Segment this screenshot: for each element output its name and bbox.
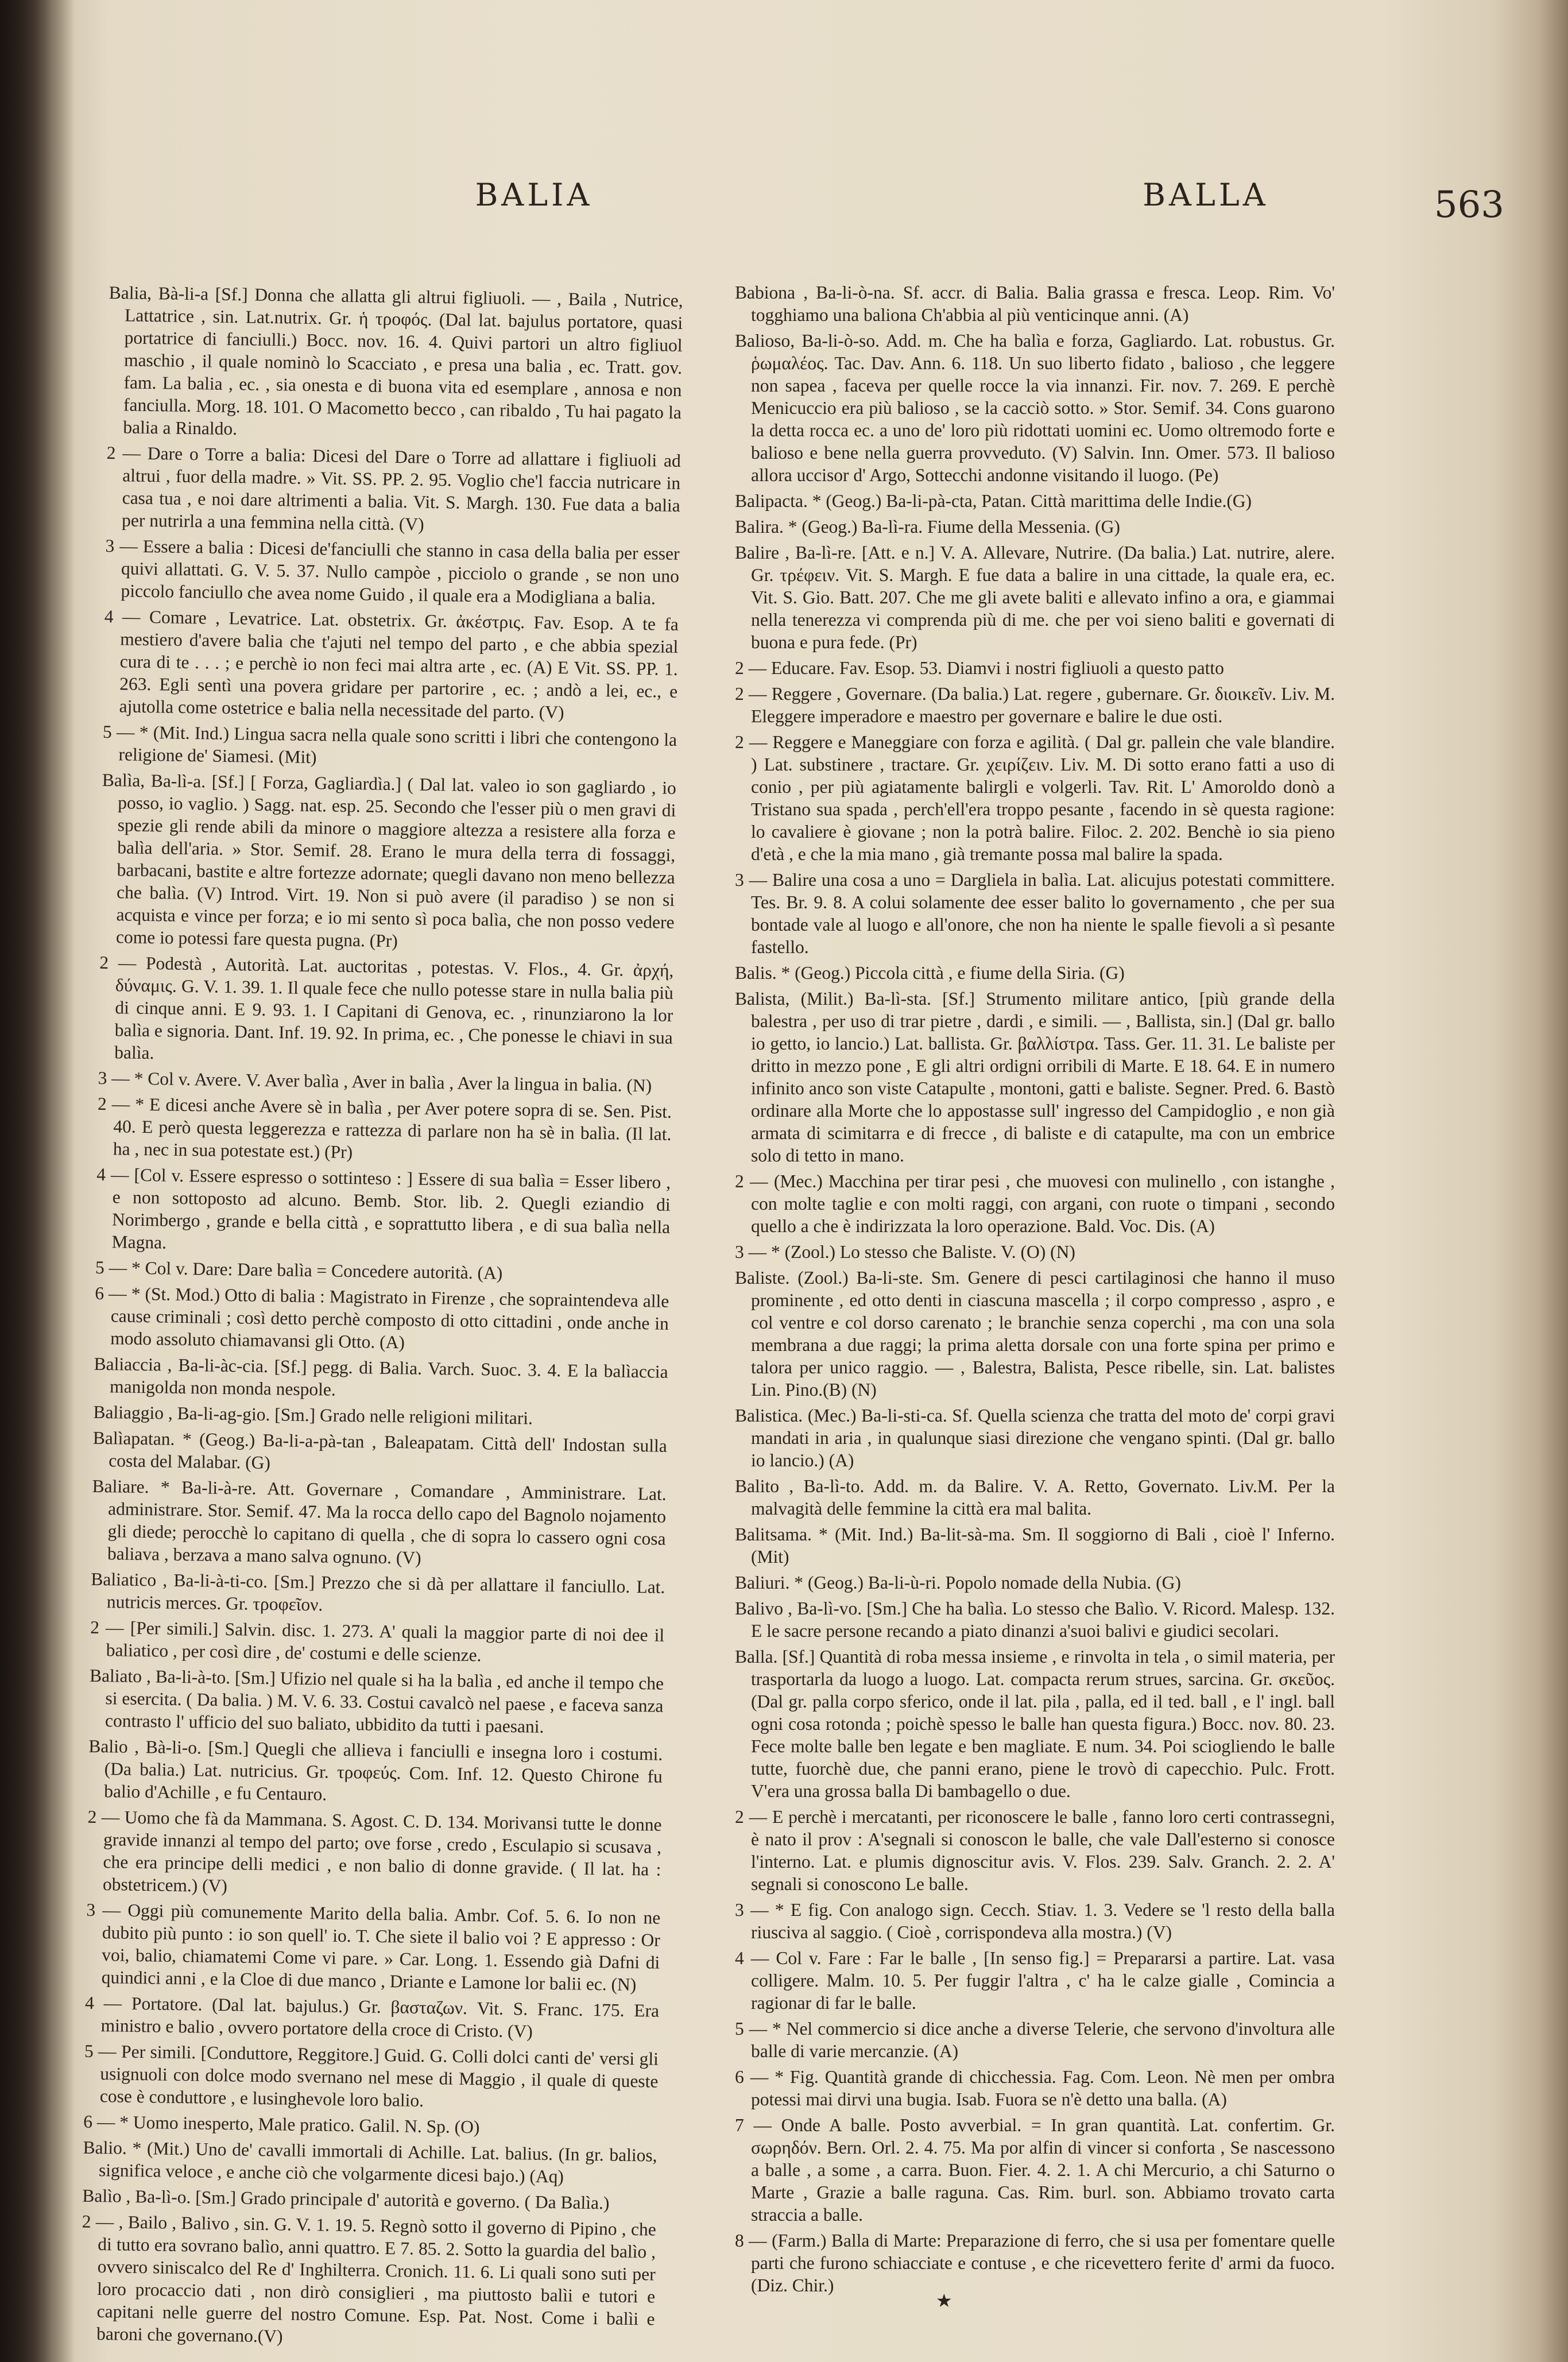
dictionary-entry: 4 — Portatore. (Dal lat. bajulus.) Gr. βασταζων. Vit. S. Franc. 175. Era ministro e balio , ovvero portatore della croce di Cristo. (V)	[84, 1992, 660, 2042]
dictionary-entry: 2 — Uomo che fà da Mammana. S. Agost. C. D. 134. Morivansi tutte le donne gravide innanzi al tempo del parto; ove forse , credo , Esculapio si scusava , che era principe delli medici , e non balio di donne gravide. ( Il lat. ha : obstetricem.) (V)	[87, 1806, 662, 1896]
dictionary-entry: 6 — * Fig. Quantità grande di chicchessia. Fag. Com. Leon. Nè men per ombra potessi mai dirvi una bugia. Isab. Fuora se n'è detto una balla. (A)	[735, 2067, 1335, 2109]
dictionary-entry: 2 — E perchè i mercatanti, per riconoscere le balle , fanno loro certi contrassegni, è nato il prov : A'segnali si conoscon le balle, che vale Dall'esterno si conosce l'interno. Lat. e plumis dignoscitur avis. V. Flos. 239. Salv. Granch. 2. 2. A' segnali si conoscono Le balle.	[735, 1807, 1335, 1894]
dictionary-entry: 2 — [Per simili.] Salvin. disc. 1. 273. A' quali la maggior parte di noi dee il baliatico , per così dire , de' costumi e delle scienze.	[90, 1617, 665, 1666]
dictionary-entry: 4 — [Col v. Essere espresso o sottinteso : ] Essere di sua balìa = Esser libero , e non sottoposto ad alcuno. Bemb. Stor. lib. 2. Quegli eziandio di Norimbergo , grande e bella città , e soprattutto libera , e di sua balìa nella Magna.	[96, 1164, 671, 1253]
dictionary-entry: Baliuri. * (Geog.) Ba-li-ù-ri. Popolo nomade della Nubia. (G)	[735, 1573, 1181, 1593]
dictionary-entry: Balire , Ba-lì-re. [Att. e n.] V. A. Allevare, Nutrire. (Da balia.) Lat. nutrire, alere. Gr. τρέφειν. Vit. S. Margh. E fue data a balire in una cittade, la quale era, ec. Vit. S. Gio. Batt. 207. Che me gli avete baliti e allevato infino a ora, e giammai nella tenerezza vi comprenda più di me. che per voi sieno baliti e governati di buona e pura fede. (Pr)	[735, 543, 1335, 652]
dictionary-entry: Balira. * (Geog.) Ba-lì-ra. Fiume della Messenia. (G)	[735, 517, 1120, 537]
dictionary-entry: 2 — Podestà , Autorità. Lat. auctoritas , potestas. V. Flos., 4. Gr. ἀρχή, δύναμις. G. V. 1. 39. 1. Il quale fece che nullo potesse stare in nulla balia più di cinque anni. E 9. 93. 1. I Capitani di Genova, ec. , rinunziarono la lor balìa e signoria. Dant. Inf. 19. 92. In prima, ec. , Che ponesse le chiavi in sua balìa.	[99, 952, 674, 1063]
dictionary-entry: 2 — Reggere , Governare. (Da balia.) Lat. regere , gubernare. Gr. διοικεῖν. Liv. M. Eleggere imperadore e maestro per governare e balire le due osti.	[735, 684, 1335, 726]
dictionary-entry: 3 — Oggi più comunemente Marito della balia. Ambr. Cof. 5. 6. Io non ne dubito più punto : io son quell' io. T. Che siete il balio voi ? E appresso : Or voi, balio, chiamatemi Come vi pare. » Car. Long. 1. Essendo già Dafni di quindici anni , e la Cloe di due manco , Driante e Lamone lor balii ec. (N)	[86, 1899, 661, 1995]
left-column	[81, 281, 683, 2346]
dictionary-entry: Balito , Ba-lì-to. Add. m. da Balire. V. A. Retto, Governato. Liv.M. Per la malvagità delle femmine la città era mal balita.	[735, 1476, 1335, 1519]
dictionary-entry: Balia, Bà-li-a [Sf.] Donna che allatta gli altrui figliuoli. — , Baila , Nutrice, Lattatrice , sin. Lat.nutrix. Gr. ἡ τροφός. (Dal lat. bajulus portatore, quasi portatrice di fanciulli.) Bocc. nov. 16. 4. Quivi partori un altro figliuol maschio , il quale nominò lo Scacciato , e presa una balia , ec. Tratt. gov. fam. La balia , ec. , sia onesta e di buona vita ed esemplare , annosa e non fanciulla. Morg. 18. 101. O Macometto becco , can ribaldo , Tu hai pagato la balia a Rinaldo.	[109, 282, 683, 439]
dictionary-entry: 2 — Dare o Torre a balia: Dicesi del Dare o Torre ad allattare i figliuoli ad altrui , fuor della madre. » Vit. SS. PP. 2. 95. Voglio che'l faccia nutricare in casa tua , e noi dare altrimenti a balia. Vit. S. Margh. 130. Fue data a balia per nutrirla a una femmina nella città. (V)	[106, 442, 681, 535]
dictionary-entry: 3 — * (Zool.) Lo stesso che Baliste. V. (O) (N)	[735, 1242, 1075, 1262]
dictionary-entry: Balioso, Ba-li-ò-so. Add. m. Che ha balìa e forza, Gagliardo. Lat. robustus. Gr. ῥωμαλέος. Tac. Dav. Ann. 6. 118. Un suo liberto fidato , balioso , che leggere non sapea , faceva per quelle rocce la via innanzi. Fir. nov. 7. 269. E perchè Menicuccio era più balioso , se la cacciò sotto. » Stor. Semif. 34. Cons guarono la detta rocca ec. a uno de' loro più ridottati uomini ec. Uomo oltremodo forte e balioso e bene nella guerra provveduto. (V) Salvin. Inn. Omer. 573. Il balioso allora uccisor d' Argo, Sottecchi andonne visitando il luogo. (Pe)	[735, 331, 1335, 485]
dictionary-entry: Balistica. (Mec.) Ba-li-sti-ca. Sf. Quella scienza che tratta del moto de' corpi gravi mandati in aria , in qualunque siasi direzione che vengano spinti. (Dal gr. ballo io lancio.) (A)	[735, 1405, 1335, 1470]
dictionary-entry: Baliato , Ba-li-à-to. [Sm.] Ufizio nel quale si ha la balìa , ed anche il tempo che si esercita. ( Da balia. ) M. V. 6. 33. Costui cavalcò nel paese , e faceva sanza contrasto l' ufficio del suo baliato, ubbidito da tutti i paesani.	[89, 1665, 664, 1737]
dictionary-entry: Balipacta. * (Geog.) Ba-li-pà-cta, Patan. Città marittima delle Indie.(G)	[735, 491, 1252, 511]
right-column	[735, 281, 1335, 2295]
dictionary-page	[82, 86, 1544, 2346]
page-number: 563	[1434, 184, 1504, 226]
dictionary-entry: 3 — * E fig. Con analogo sign. Cecch. Stiav. 1. 3. Vedere se 'l resto della balla riusciva al saggio. ( Cioè , corrispondeva alla mostra.) (V)	[735, 1900, 1335, 1942]
dictionary-entry: 6 — * Uomo inesperto, Male pratico. Galil. N. Sp. (O)	[83, 2111, 480, 2138]
dictionary-entry: 3 — Essere a balia : Dicesi de'fanciulli che stanno in casa della balia per esser quivi allattati. G. V. 5. 37. Nullo campòe , picciolo o grande , se non uno piccolo fanciullo che avea nome Guido , il quale era a Modigliana a balia.	[105, 535, 680, 609]
dictionary-entry: 4 — Comare , Levatrice. Lat. obstetrix. Gr. ἀκέστρις. Fav. Esop. A te fa mestiero d'avere balia che t'ajuti nel tempo del parto , e che abbia spezial cura di te . . . ; e perchè io non feci mai altra arte , ec. (A) E Vit. SS. PP. 1. 263. Egli sentì una povera gridare per partorire , ec. ; andò a lei, ec., e ajutolla come ostetrice e balia nella necessitade del parto. (V)	[104, 606, 679, 723]
dictionary-entry: Baliste. (Zool.) Ba-li-ste. Sm. Genere di pesci cartilaginosi che hanno il muso prominente , ed otto denti in ciascuna mascella ; il corpo compresso , aspro , e col ventre e col dorso carenato ; le branchie senza coperchi , ma con una sola membrana a due raggi; la prima aletta dorsale con una forte spina per primo e talora per unico raggio. — , Balestra, Balista, Pesce ribelle, sin. Lat. balistes Lin. Pino.(B) (N)	[735, 1268, 1335, 1400]
dictionary-entry: 2 — Reggere e Maneggiare con forza e agilità. ( Dal gr. pallein che vale blandire. ) Lat. substinere , tractare. Gr. χειρίζειν. Liv. M. Di sotto erano fatti a uso di conio , per più agiatamente balirgli e volgerli. Tav. Rit. L' Amoroldo donò a Tristano sua spada , perch'ell'era troppo pesante , facendo in sè questa ragione: lo cavaliere è giovane ; non la potrà balire. Filoc. 2. 202. Benchè io sia pieno d'età , e che la mia mano , già tremante possa mal balire la spada.	[735, 732, 1335, 864]
dictionary-entry: 2 — * E dicesi anche Avere sè in balìa , per Aver potere sopra di se. Sen. Pist. 40. E però questa leggerezza e rattezza di parlare non ha sè in balìa. (Il lat. ha , nec in sua potestate est.) (Pr)	[97, 1093, 672, 1163]
dictionary-entry: 6 — * (St. Mod.) Otto di balia : Magistrato in Firenze , che sopraintendeva alle cause criminali ; così detto perchè composto di otto cittadini , onde anche in modo assoluto chiamavansi gli Otto. (A)	[95, 1283, 669, 1353]
dictionary-entry: 2 — , Bailo , Balivo , sin. G. V. 1. 19. 5. Regnò sotto il governo di Pipino , che di tutto era sovrano balìo, anni quattro. E 7. 85. 2. Sotto la guardia del balìo , ovvero siniscalco del Re d' Inghilterra. Cronich. 11. 6. Li quali sono suti per loro procaccio dati , non dirò consiglieri , ma piuttosto balìi e tutori e capitani nelle guerre del nostro Comune. Esp. Pat. Nost. Come i balìi e baroni che governano.(V)	[82, 2211, 656, 2346]
running-header-left: BALIA	[475, 177, 593, 213]
dictionary-entry: 4 — Col v. Fare : Far le balle , [In senso fig.] = Prepararsi a partire. Lat. vasa colligere. Malm. 10. 5. Per fuggir l'altra , c' ha le calze gialle , Comincia a ragionar di far le balle.	[735, 1948, 1335, 2013]
dictionary-entry: Baliare. * Ba-li-à-re. Att. Governare , Comandare , Amministrare. Lat. administrare. Stor. Semif. 47. Ma la rocca dello capo del Bagnolo nojamento gli diede; perocchè lo capitano di quella , che di sopra lo cassero ogni cosa baliava , berzava a mano salva ognuno. (V)	[92, 1476, 667, 1568]
dictionary-entry: 5 — * Nel commercio si dice anche a diverse Telerie, che servono d'involtura alle balle di varie mercanzie. (A)	[735, 2019, 1335, 2061]
dictionary-entry: 3 — * Col v. Avere. V. Aver balìa , Aver in balìa , Aver la lingua in balia. (N)	[98, 1067, 652, 1096]
dictionary-entry: Balivo , Ba-lì-vo. [Sm.] Che ha balìa. Lo stesso che Balìo. V. Ricord. Malesp. 132. E le sacre persone recando a piato dinanzi a'suoi balivi e giudici secolari.	[735, 1598, 1335, 1641]
dictionary-entry: 5 — Per simili. [Conduttore, Reggitore.] Guid. G. Colli dolci canti de' versi gli usignuoli con dolce modo svernano nel mese di Maggio , il quale di queste cose è conduttore , e lusinghevole loro balio.	[84, 2040, 659, 2111]
dictionary-entry: Balìa, Ba-lì-a. [Sf.] [ Forza, Gagliardìa.] ( Dal lat. valeo io son gagliardo , io posso, io vaglio. ) Sagg. nat. esp. 25. Secondo che l'esser più o men gravi di spezie gli rende abili da minore o maggiore altezza a resistere alla forza e balìa dell'aria. » Stor. Semif. 28. Erano le mura della terra di fossaggi, barbacani, bastite e altre fortezze adornate; quegli davano non meno bellezza che balìa. (V) Introd. Virt. 19. Non si può avere (il paradiso ) se non si acquista e vince per forza; e io mi sento sì poca balìa, che non posso vedere come io potessi fare questa pugna. (Pr)	[102, 769, 677, 951]
dictionary-entry: Baliatico , Ba-li-à-ti-co. [Sm.] Prezzo che si dà per allattare il fanciullo. Lat. nutricis merces. Gr. τροφεῖον.	[91, 1569, 665, 1615]
dictionary-entry: 7 — Onde A balle. Posto avverbial. = In gran quantità. Lat. confertim. Gr. σωρηδόν. Bern. Orl. 2. 4. 75. Ma por alfin di vincer si conforta , Se nascessono a balle , a some , a carra. Buon. Fier. 4. 2. 1. A chi Mercurio, a chi Saturno o Marte , Grazie a balle ragunа. Cas. Rim. burl. son. Abbiamo trovato carta straccia a balle.	[735, 2115, 1335, 2225]
signature-star-mark: ★	[936, 2290, 953, 2311]
dictionary-entry: Balìapatan. * (Geog.) Ba-li-a-pà-tan , Baleapatam. Città dell' Indostan sulla costa del Malabar. (G)	[92, 1427, 668, 1473]
dictionary-entry: Baliaccia , Ba-li-àc-cia. [Sf.] pegg. di Balia. Varch. Suoc. 3. 4. E la balìaccia manigolda non monda nespole.	[94, 1353, 668, 1400]
dictionary-entry: Balitsama. * (Mit. Ind.) Ba-lit-sà-ma. Sm. Il soggiorno di Bali , cioè l' Inferno. (Mit)	[735, 1524, 1335, 1567]
dictionary-entry: 3 — Balire una cosa a uno = Dargliela in balìa. Lat. alicujus potestati committere. Tes. Br. 9. 8. A colui solamente dee esser balito lo governamento , che per sua bontade vale al luogo e all'onore, che non ha niente le spalle fievoli a sì pesante fastello.	[735, 870, 1335, 957]
dictionary-entry: Balis. * (Geog.) Piccola città , e fiume della Siria. (G)	[735, 963, 1125, 983]
dictionary-entry: Balio. * (Mit.) Uno de' cavalli immortali di Achille. Lat. balius. (In gr. balios, significa veloce , e anche ciò che volgarmente dicesi bajo.) (Aq)	[83, 2137, 657, 2187]
dictionary-entry: 5 — * (Mit. Ind.) Lingua sacra nella quale sono scritti i libri che contengono la religione de' Siamesi. (Mit)	[102, 721, 677, 768]
dictionary-entry: Balista, (Milit.) Ba-lì-sta. [Sf.] Strumento militare antico, [più grande della balestra , per uso di trar pietre , dardi , e simili. — , Ballista, sin.] (Dal gr. ballo io getto, io lancio.) Lat. ballista. Gr. βαλλίστρα. Tass. Ger. 11. 31. Le baliste per dritto in mezzo pone , E gli altri ordigni orribili di Marte. E 18. 64. E in numero infinito anco son viste Catapulte , montoni, gatti e baliste. Segner. Pred. 6. Bastò ordinare alla Morte che lo appostasse sull' ingresso del Campidoglio , e non già armata di scimitarra e di frecce , di baliste e di catapulte, ma con un embrice solo di tetto in mano.	[735, 989, 1335, 1165]
dictionary-entry: Balìo , Ba-lì-o. [Sm.] Grado principale d' autorità e governo. ( Da Balìa.)	[82, 2185, 610, 2213]
dictionary-entry: Baliaggio , Ba-li-ag-gio. [Sm.] Grado nelle religioni militari.	[93, 1401, 533, 1428]
dictionary-entry: Balla. [Sf.] Quantità di roba messa insieme , e rinvolta in tela , o simil materia, per trasportarla da luogo a luogo. Lat. compacta rerum strues, sarcina. Gr. σκεῦος. (Dal gr. palla corpo sferico, onde il lat. pila , palla, ed il ted. ball , e l' ingl. ball ogni cosa rotonda ; poichè spesso le balle han questa figura.) Bocc. nov. 80. 23. Fece molte balle ben legate e ben magliate. E num. 34. Poi sciogliendo le balle tutte, fuorchè due, che panni erano, piene le trovò di capecchio. Pulc. Frott. V'era una grossa balla Di bambagello o due.	[735, 1647, 1335, 1801]
dictionary-entry: Balio , Bà-li-o. [Sm.] Quegli che allieva i fanciulli e insegna loro i costumi. (Da balia.) Lat. nutricius. Gr. τροφεύς. Com. Inf. 12. Questo Chirone fu balio d'Achille , e fu Centauro.	[88, 1736, 663, 1805]
dictionary-entry: 5 — * Col v. Dare: Dare balìa = Concedere autorità. (A)	[95, 1257, 503, 1283]
dictionary-entry: 8 — (Farm.) Balla di Marte: Preparazione di ferro, che si usa per fomentare quelle parti che furono schiacciate e contuse , e che ricevettero ferite d' armi da fuoco. (Diz. Chir.)	[735, 2231, 1335, 2295]
dictionary-entry: 2 — (Mec.) Macchina per tirar pesi , che muovesi con mulinello , con istanghe , con molte taglie e con molti raggi, con argani, con ruote o timpani , secondo quello a che è indirizzata la loro operazione. Bald. Voc. Dis. (A)	[735, 1171, 1335, 1236]
dictionary-entry: Babiona , Ba-li-ò-na. Sf. accr. di Balia. Balia grassa e fresca. Leop. Rim. Vo' togghiamo una baliona Ch'abbia al più venticinque anni. (A)	[735, 282, 1335, 325]
running-header-right: BALLA	[1143, 177, 1269, 213]
dictionary-entry: 2 — Educare. Fav. Esop. 53. Diamvi i nostri figliuoli a questo patto	[735, 658, 1224, 678]
book-gutter-shadow	[0, 0, 75, 2362]
